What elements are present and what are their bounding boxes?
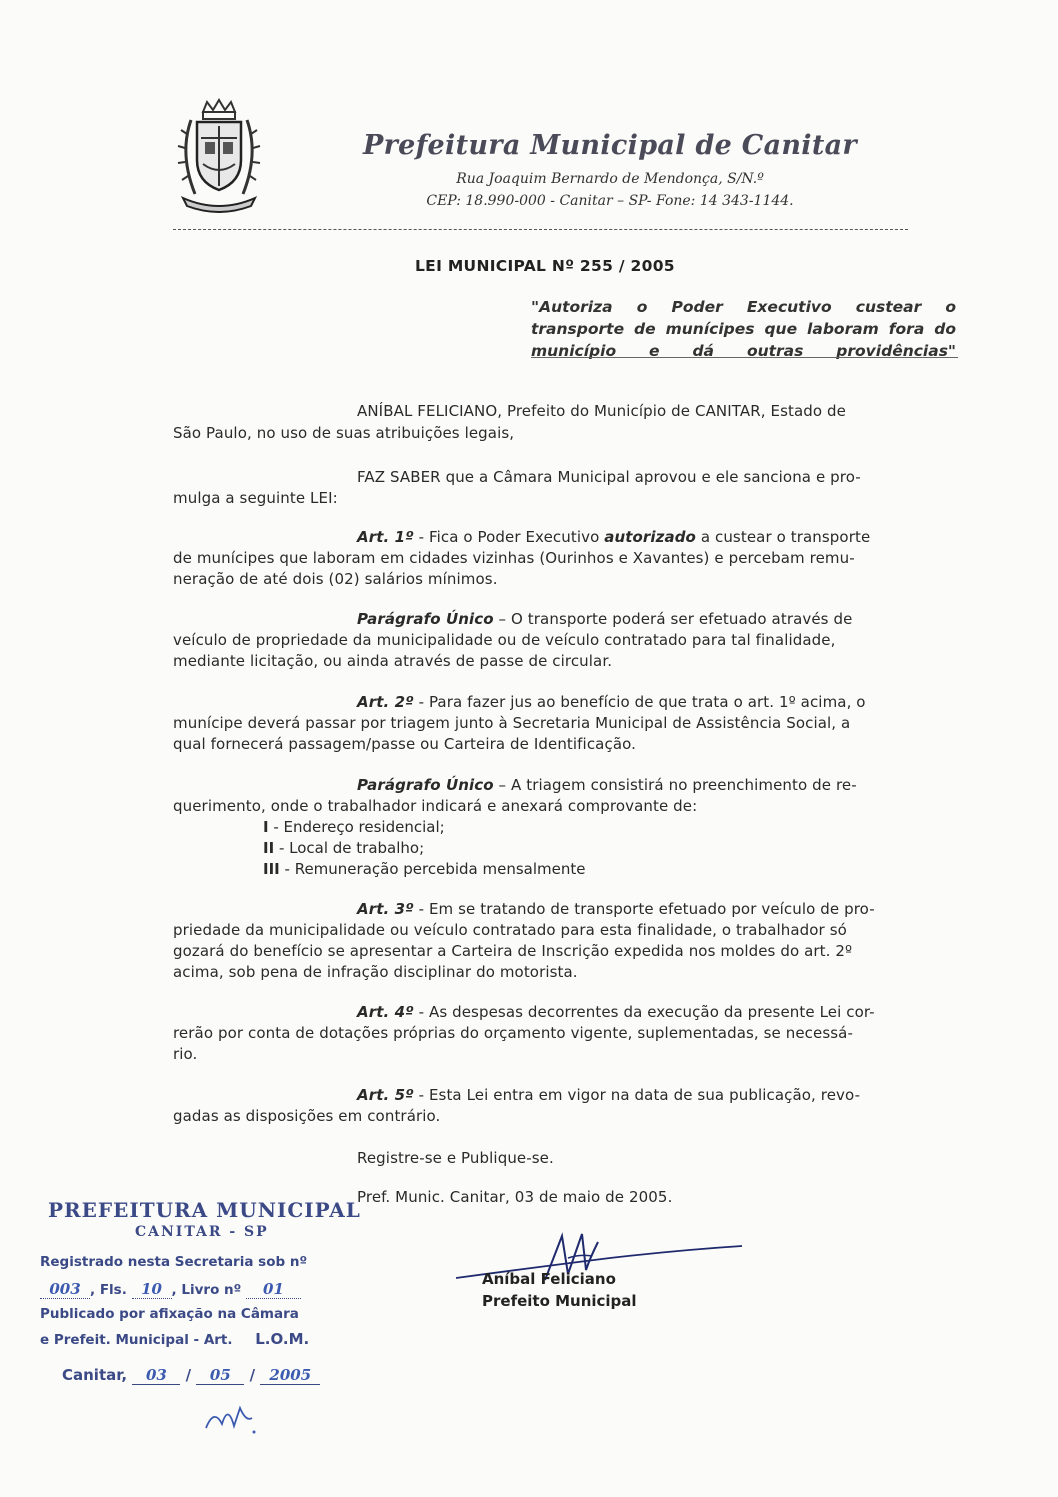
signatory-role: Prefeito Municipal xyxy=(482,1292,637,1310)
preamble-line: FAZ SABER que a Câmara Municipal aprovou e ele sanciona e pro- xyxy=(357,468,861,486)
article-3-label: Art. 3º xyxy=(357,900,414,918)
article-2-line: munícipe deverá passar por triagem junto à Secretaria Municipal de Assistência Social, a xyxy=(173,714,851,732)
folio-number: 10 xyxy=(132,1280,172,1299)
article-5-label: Art. 5º xyxy=(357,1086,414,1104)
paragraph-1-line: mediante licitação, ou ainda através de passe de circular. xyxy=(173,652,613,670)
letterhead-title: Prefeitura Municipal de Canitar xyxy=(363,130,857,161)
law-title: LEI MUNICIPAL Nº 255 / 2005 xyxy=(415,257,675,275)
article-2-line: Art. 2º - Para fazer jus ao benefício de que trata o art. 1º acima, o xyxy=(357,693,866,711)
article-3-line: priedade da municipalidade ou veículo contratado para esta finalidade, o trabalhador só xyxy=(173,921,847,939)
stamp-day: 03 xyxy=(132,1366,180,1385)
registry-number: 003 xyxy=(40,1280,90,1299)
stamp-initials xyxy=(200,1398,260,1438)
paragraph-2-line: Parágrafo Único – A triagem consistirá no preenchimento de re- xyxy=(357,776,857,794)
article-4-line: rerão por conta de dotações próprias do orçamento vigente, suplementadas, se necessá- xyxy=(173,1024,853,1042)
preamble-line: São Paulo, no uso de suas atribuições legais, xyxy=(173,424,515,442)
stamp-line: Registrado nesta Secretaria sob nº xyxy=(40,1254,308,1270)
place-date: Pref. Munic. Canitar, 03 de maio de 2005. xyxy=(357,1188,673,1206)
authorized-emphasis: autorizado xyxy=(604,528,696,546)
paragraph-1-line: Parágrafo Único – O transporte poderá ser efetuado através de xyxy=(357,610,853,628)
article-3-line: Art. 3º - Em se tratando de transporte efetuado por veículo de pro- xyxy=(357,900,875,918)
article-1-label: Art. 1º xyxy=(357,528,414,546)
paragraph-label: Parágrafo Único xyxy=(357,610,494,628)
article-4-line: rio. xyxy=(173,1045,198,1063)
list-item: II - Local de trabalho; xyxy=(263,839,425,857)
letterhead-divider xyxy=(173,229,908,230)
article-2-label: Art. 2º xyxy=(357,693,414,711)
letterhead-address: Rua Joaquim Bernardo de Mendonça, S/N.º xyxy=(456,171,764,187)
ementa-underline xyxy=(531,357,958,358)
stamp-line: Publicado por afixação na Câmara xyxy=(40,1306,299,1322)
stamp-month: 05 xyxy=(196,1366,244,1385)
article-1-line: neração de até dois (02) salários mínimos. xyxy=(173,570,498,588)
article-5-line: gadas as disposições em contrário. xyxy=(173,1107,441,1125)
law-ementa: "Autoriza o Poder Executivo custear o transporte de munícipes que laboram fora do município e dá outras providências" xyxy=(531,298,956,360)
stamp-subheading: CANITAR - SP xyxy=(135,1224,269,1240)
list-item: III - Remuneração percebida mensalmente xyxy=(263,860,586,878)
stamp-date-line: Canitar, 03 / 05 / 2005 xyxy=(62,1366,382,1385)
register-publish: Registre-se e Publique-se. xyxy=(357,1149,554,1167)
article-1-line: Art. 1º - Fica o Poder Executivo autorizado a custear o transporte xyxy=(357,528,871,546)
article-2-line: qual fornecerá passagem/passe ou Carteira de Identificação. xyxy=(173,735,636,753)
list-item: I - Endereço residencial; xyxy=(263,818,445,836)
stamp-heading: PREFEITURA MUNICIPAL xyxy=(48,1198,361,1222)
book-number: 01 xyxy=(246,1280,301,1299)
stamp-line: 003 , Fls. 10 , Livro nº 01 xyxy=(40,1280,380,1299)
article-3-line: gozará do benefício se apresentar a Carteira de Inscrição expedida nos moldes do art. 2º xyxy=(173,942,853,960)
article-4-line: Art. 4º - As despesas decorrentes da execução da presente Lei cor- xyxy=(357,1003,875,1021)
letterhead-contact: CEP: 18.990-000 - Canitar – SP- Fone: 14 343-1144. xyxy=(426,193,794,209)
preamble-line: mulga a seguinte LEI: xyxy=(173,489,338,507)
article-4-label: Art. 4º xyxy=(357,1003,414,1021)
article-5-line: Art. 5º - Esta Lei entra em vigor na data de sua publicação, revo- xyxy=(357,1086,861,1104)
paragraph-label: Parágrafo Único xyxy=(357,776,494,794)
article-1-line: de munícipes que laboram em cidades vizinhas (Ourinhos e Xavantes) e percebam remu- xyxy=(173,549,855,567)
stamp-year: 2005 xyxy=(260,1366,320,1385)
preamble-line: ANÍBAL FELICIANO, Prefeito do Município de CANITAR, Estado de xyxy=(357,402,846,420)
paragraph-1-line: veículo de propriedade da municipalidade ou de veículo contratado para tal finalidade, xyxy=(173,631,836,649)
signatory-name: Aníbal Feliciano xyxy=(482,1270,616,1288)
paragraph-2-line: querimento, onde o trabalhador indicará e anexará comprovante de: xyxy=(173,797,698,815)
stamp-line: e Prefeit. Municipal - Art. L.O.M. xyxy=(40,1330,310,1348)
article-3-line: acima, sob pena de infração disciplinar do motorista. xyxy=(173,963,578,981)
municipal-coat-of-arms xyxy=(173,98,265,213)
